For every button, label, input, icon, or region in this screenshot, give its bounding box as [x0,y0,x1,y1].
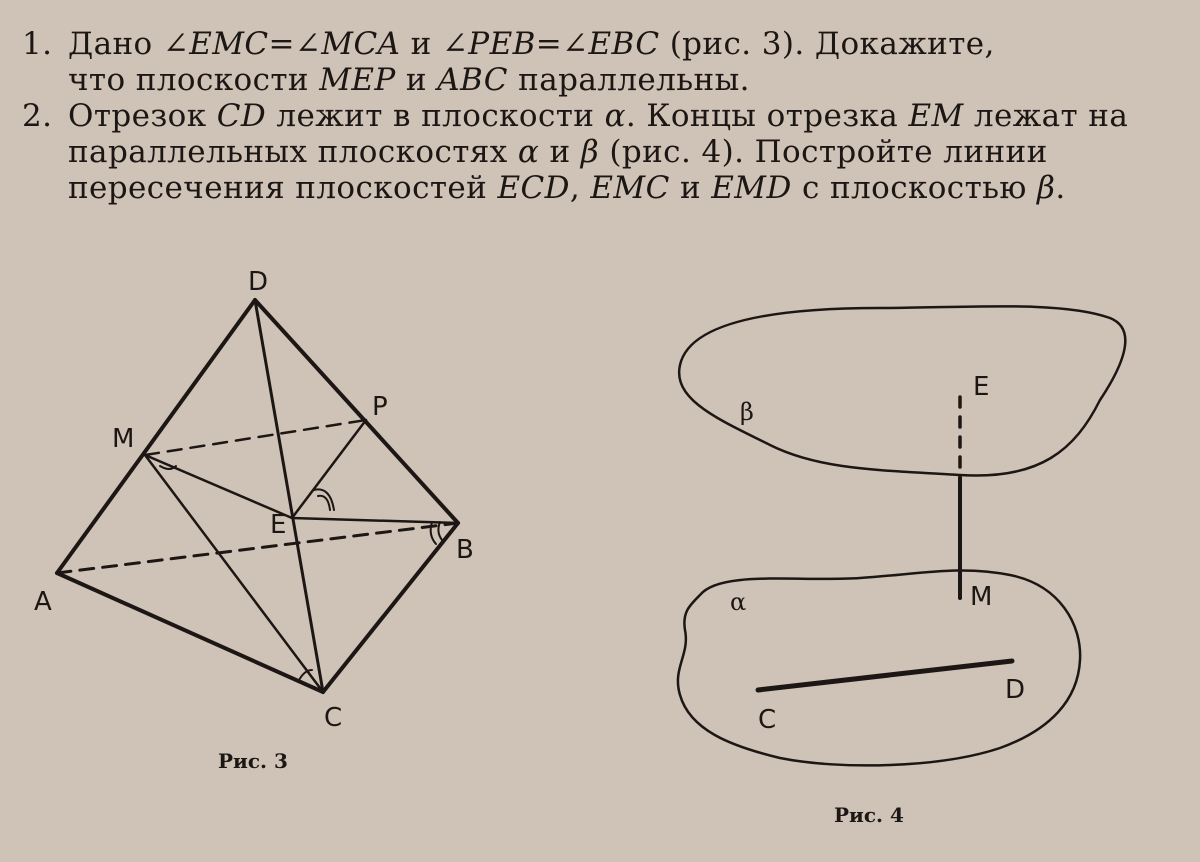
math-segment: α [517,134,540,170]
segment-MP-hidden [145,420,366,455]
math-segment: EMC [590,170,670,206]
text-segment: и [395,62,438,98]
segment-MC [145,455,323,692]
segment-EB [292,518,458,523]
text-segment: и [669,170,712,206]
figure-3 [57,300,458,692]
edge-DB [255,300,458,523]
plane-beta [679,306,1125,475]
math-segment: β [1037,170,1056,206]
label-C: C [324,703,343,733]
text-segment: (рис. 3). Докажите, [659,26,995,62]
label-M: M [970,582,993,612]
math-segment: ECD [497,170,570,206]
text-segment: = [535,26,563,62]
text-segment: Дано [68,26,163,62]
text-segment: параллельных плоскостях [68,134,518,170]
math-segment: ABC [437,62,508,98]
label-A: A [34,587,52,617]
label-P: P [372,392,388,422]
label-B: B [456,535,474,565]
angle-mark-PEB-inner [318,496,330,510]
angle-mark-EBC-inner [438,522,442,540]
math-segment: ∠PEB [441,26,536,62]
label-D: D [248,267,269,297]
problem-number: 2. [22,98,53,134]
segment-ME [145,455,292,518]
edge-DA [57,300,255,573]
figure-4-caption: Рис. 4 [834,803,904,827]
figure-4 [678,306,1125,765]
text-segment: (рис. 4). Постройте линии [599,134,1048,170]
text-segment: Отрезок [68,98,217,134]
text-segment: . Концы отрезка [625,98,909,134]
problem-number: 1. [22,26,53,62]
text-segment: лежат на [963,98,1129,134]
math-segment: EMD [711,170,792,206]
math-segment: EM [908,98,964,134]
math-segment: ∠EMC [162,26,269,62]
text-segment: параллельны. [507,62,750,98]
edge-AB-hidden [57,523,458,573]
math-segment: CD [216,98,267,134]
label-C: C [758,705,777,735]
text-segment: с плоскостью [791,170,1038,206]
label-M: M [112,424,135,454]
math-segment: MEP [319,62,396,98]
text-segment: и [400,26,442,62]
edge-DC [255,300,323,692]
segment-CD [758,661,1012,690]
text-segment: лежит в плоскости [266,98,605,134]
math-segment: ∠MCA [294,26,401,62]
label-E: E [973,372,990,402]
text-segment: = [268,26,295,62]
text-segment: пересечения плоскостей [68,170,498,206]
math-segment: β [580,134,600,170]
label-beta: β [740,398,754,426]
text-segment: и [539,134,581,170]
math-segment: α [604,98,626,134]
edge-AC [57,573,323,692]
text-segment: . [1055,170,1066,206]
angle-mark-PEB [314,489,334,510]
math-segment: ∠EBC [562,26,660,62]
figure-4-labels [730,372,1025,827]
text-segment: что плоскости [68,62,320,98]
text-segment: , [569,170,591,206]
figure-3-labels [34,267,474,773]
figure-3-caption: Рис. 3 [218,749,288,773]
edge-BC [323,523,458,692]
label-E: E [270,510,287,540]
label-alpha: α [730,588,747,616]
label-D: D [1005,675,1026,705]
